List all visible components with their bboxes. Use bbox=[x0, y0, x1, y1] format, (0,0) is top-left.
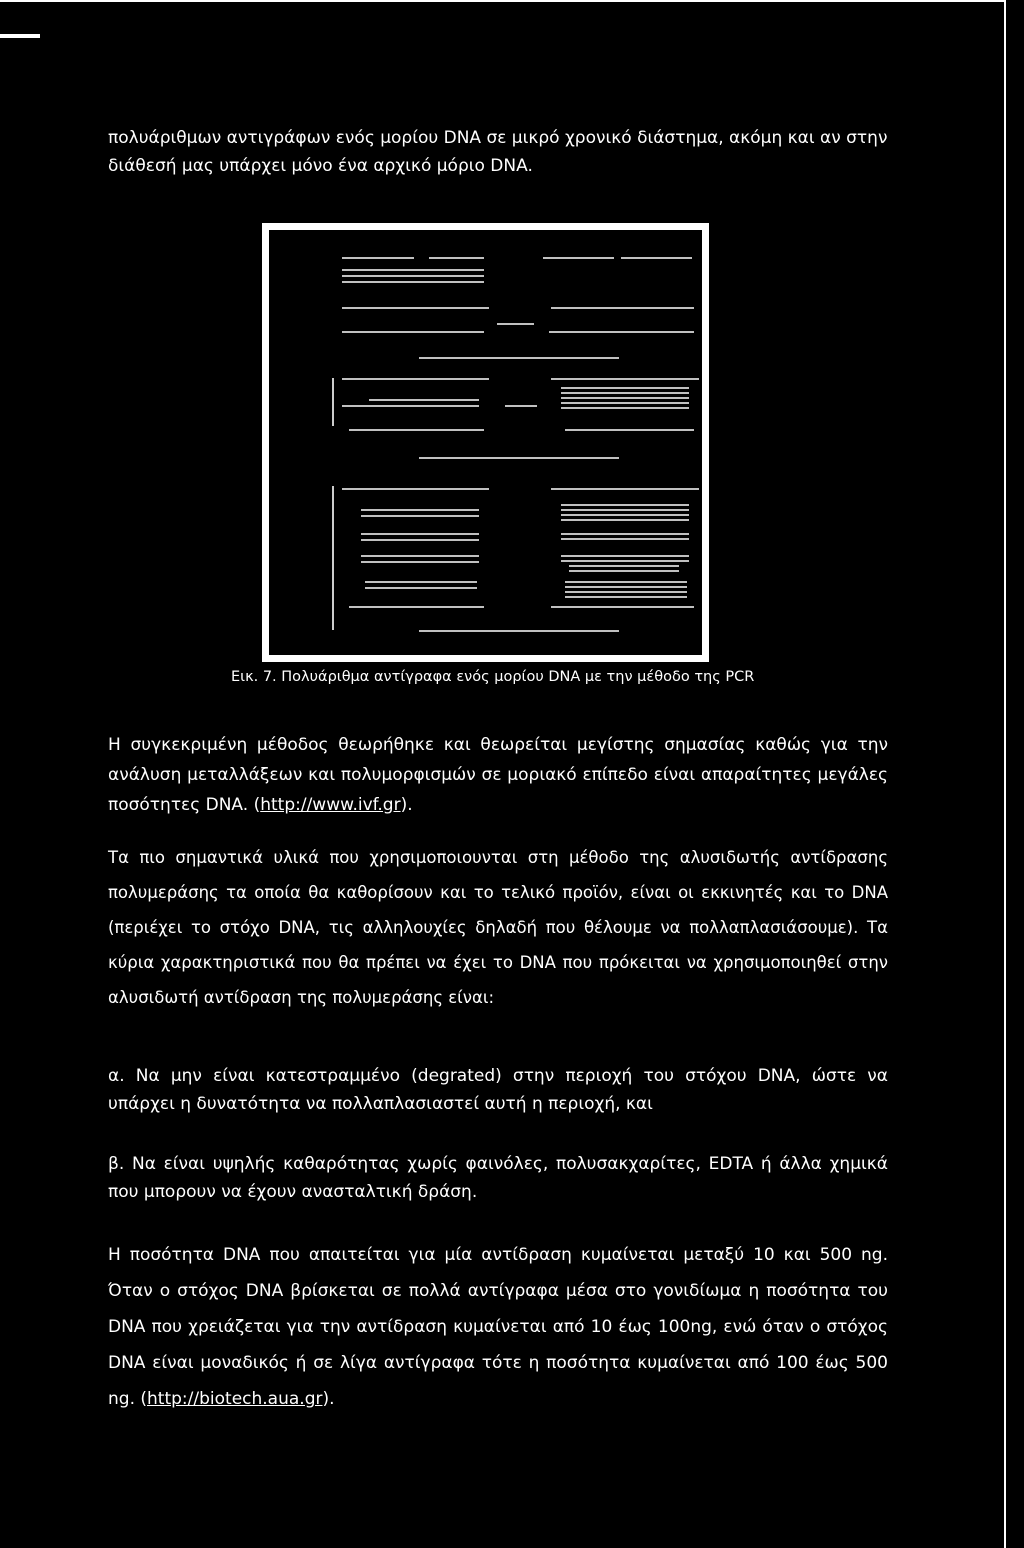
figure-caption: Εικ. 7. Πολυάριθμα αντίγραφα ενός μορίου DNA με την μέθοδο της PCR bbox=[231, 669, 755, 685]
source-link-ivf[interactable]: http://www.ivf.gr bbox=[260, 795, 401, 815]
paragraph-significance-text: Η συγκεκριμένη μέθοδος θεωρήθηκε και θεωρείται μεγίστης σημασίας καθώς για την ανάλυση μεταλλάξεων και πολυμορφισμών σε μοριακό επίπεδο είναι απαραίτητες μεγάλες ποσότητες DNA. bbox=[108, 735, 888, 815]
paragraph-quantity bbox=[108, 1237, 888, 1417]
dna-strands-cycle-4 bbox=[333, 486, 699, 631]
list-item-a: α. Να μην είναι κατεστραμμένο (degrated) στην περιοχή του στόχου DNA, ώστε να υπάρχει η δυνατότητα να πολλαπλασιαστεί αυτή η περιοχή, και bbox=[108, 1066, 888, 1114]
paragraph-materials: Τα πιο σημαντικά υλικά που χρησιμοποιουνται στη μέθοδο της αλυσιδωτής αντίδρασης πολυμεράσης τα οποία θα καθορίσουν και το τελικό προϊόν, είναι οι εκκινητές και το DNA (περιέχει το στόχο DNA, τις αλληλουχίες δηλαδή που θέλουμε να πολλαπλασιάσουμε). Τα κύρια χαρακτηριστικά που θα πρέπει να έχει το DNA που πρόκειται να χρησιμοποιηθεί στην αλυσιδωτή αντίδραση της πολυμεράσης είναι: bbox=[108, 848, 888, 1007]
dna-strands-cycle-1 bbox=[342, 258, 692, 282]
source-close: ). bbox=[400, 795, 413, 815]
page-border-right bbox=[1004, 0, 1006, 1548]
source-close: ). bbox=[322, 1389, 335, 1409]
source-link-biotech[interactable]: http://biotech.aua.gr bbox=[147, 1389, 323, 1409]
intro-paragraph: πολυάριθμων αντιγράφων ενός μορίου DNA σε μικρό χρονικό διάστημα, ακόμη και αν στην διάθεσή μας υπάρχει μόνο ένα αρχικό μόριο DNA. bbox=[108, 128, 888, 176]
pcr-figure bbox=[262, 223, 709, 662]
paragraph-quantity-text: Η ποσότητα DNA που απαιτείται για μία αντίδραση κυμαίνεται μεταξύ 10 και 500 ng. Όταν ο στόχος DNA βρίσκεται σε πολλά αντίγραφα μέσα στο γονιδίωμα η ποσότητα του DNA που χρειάζεται για την αντίδραση κυμαίνεται από 10 έως 100ng, ενώ όταν ο στόχος DNA είναι μοναδικός ή σε λίγα αντίγραφα τότε η ποσότητα κυμαίνεται από 100 έως 500 ng. bbox=[108, 1245, 888, 1409]
source-open: ( bbox=[140, 1389, 148, 1409]
dna-strands-cycle-3 bbox=[333, 378, 699, 458]
page-border-top bbox=[0, 0, 1004, 2]
list-item-b: β. Να είναι υψηλής καθαρότητας χωρίς φαινόλες, πολυσακχαρίτες, EDTA ή άλλα χημικά που μπορουν να έχουν ανασταλτική δράση. bbox=[108, 1154, 888, 1202]
pcr-amplification-diagram bbox=[269, 230, 702, 655]
source-open: ( bbox=[253, 795, 261, 815]
paragraph-significance bbox=[108, 730, 888, 820]
dna-strands-cycle-2 bbox=[342, 308, 694, 358]
page-border-top-left bbox=[0, 34, 40, 38]
